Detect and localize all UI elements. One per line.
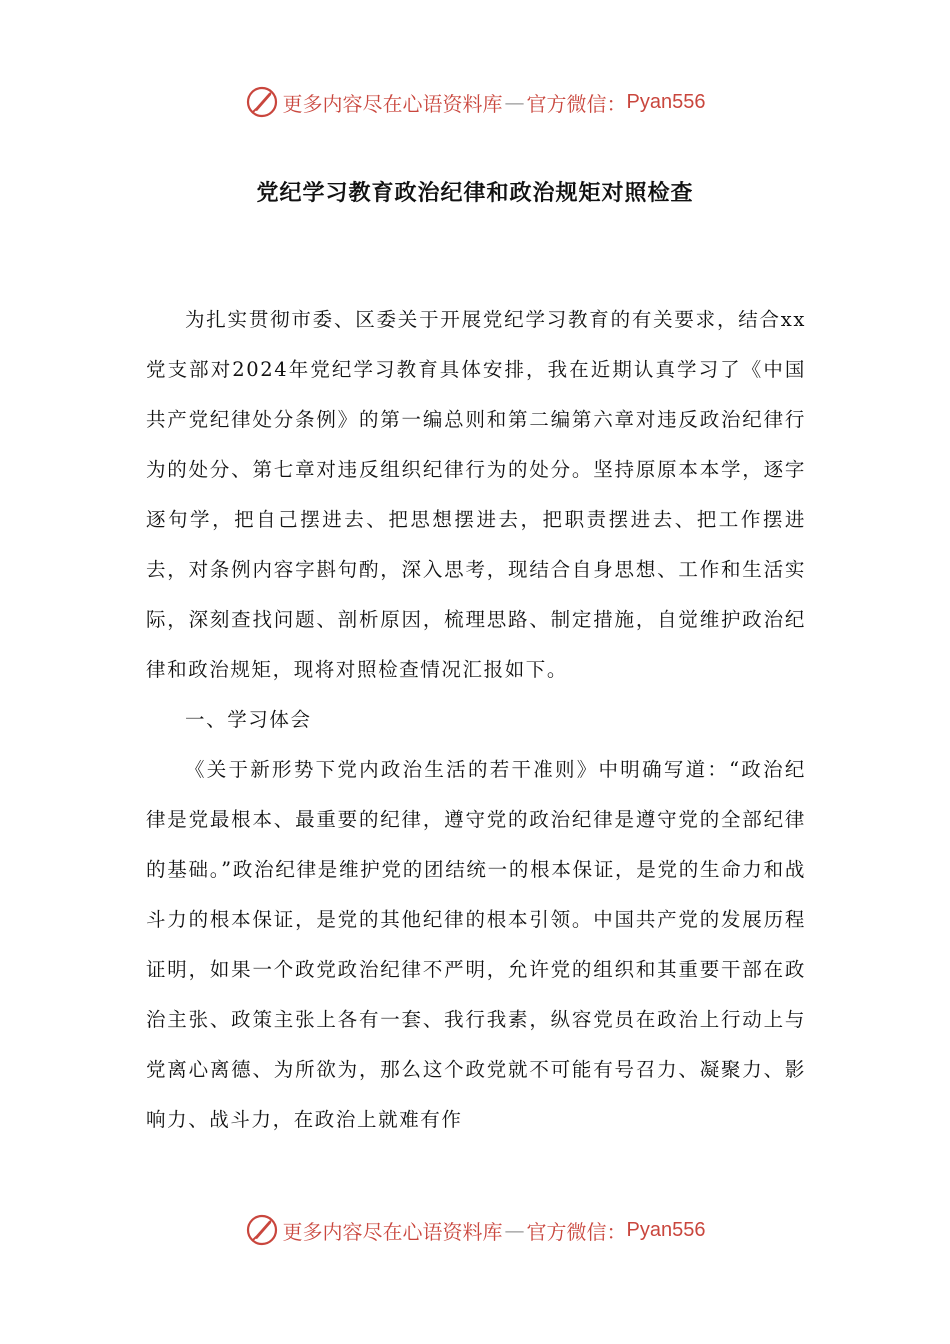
watermark-banner-bottom: [0, 1210, 950, 1250]
section-heading: 一、学习体会: [185, 708, 312, 731]
wechat-label: 官方微信：: [526, 1219, 627, 1244]
quill-logo-icon: [245, 1213, 279, 1247]
paragraph-body: 《关于新形势下党内政治生活的若干准则》中明确写道：“政治纪律是党最根本、最重要的纪律，遵守党的政治纪律是遵守党的全部纪律的基础。”政治纪律是维护党的团结统一的根本保证，是党的生命力和战斗力的根本保证，是党的其他纪律的根本引领。中国共产党的发展历程证明，如果一个政党政治纪律不严明，允许党的组织和其重要干部在政治主张、政策主张上各有一套、我行我素，纵容党员在政治上行动上与党离心离德、为所欲为，那么这个政党就不可能有号召力、凝聚力、影响力、战斗力，在政治上就难有作: [146, 758, 806, 1131]
watermark-banner-top: [0, 82, 950, 122]
watermark-text: 更多内容尽在心语资料库: [282, 1219, 503, 1244]
document-title: 党纪学习教育政治纪律和政治规矩对照检查: [256, 180, 694, 206]
watermark-separator: —: [504, 90, 525, 114]
wechat-account: Pyan556: [626, 1218, 706, 1241]
quill-logo-icon: [245, 85, 279, 119]
paragraph-intro: 为扎实贯彻市委、区委关于开展党纪学习教育的有关要求，结合xx党支部对2024年党纪学习教育具体安排，我在近期认真学习了《中国共产党纪律处分条例》的第一编总则和第二编第六章对违反政治纪律行为的处分、第七章对违反组织纪律行为的处分。坚持原原本本学，逐字逐句学，把自己摆进去、把思想摆进去，把职责摆进去、把工作摆进去，对条例内容字斟句酌，深入思考，现结合自身思想、工作和生活实际，深刻查找问题、剖析原因，梳理思路、制定措施，自觉维护政治纪律和政治规矩，现将对照检查情况汇报如下。: [146, 308, 806, 681]
wechat-account: Pyan556: [626, 90, 706, 113]
document-body: [146, 295, 806, 1145]
watermark-text: 更多内容尽在心语资料库: [282, 91, 503, 116]
watermark-separator: —: [504, 1218, 525, 1242]
wechat-label: 官方微信：: [526, 91, 627, 116]
